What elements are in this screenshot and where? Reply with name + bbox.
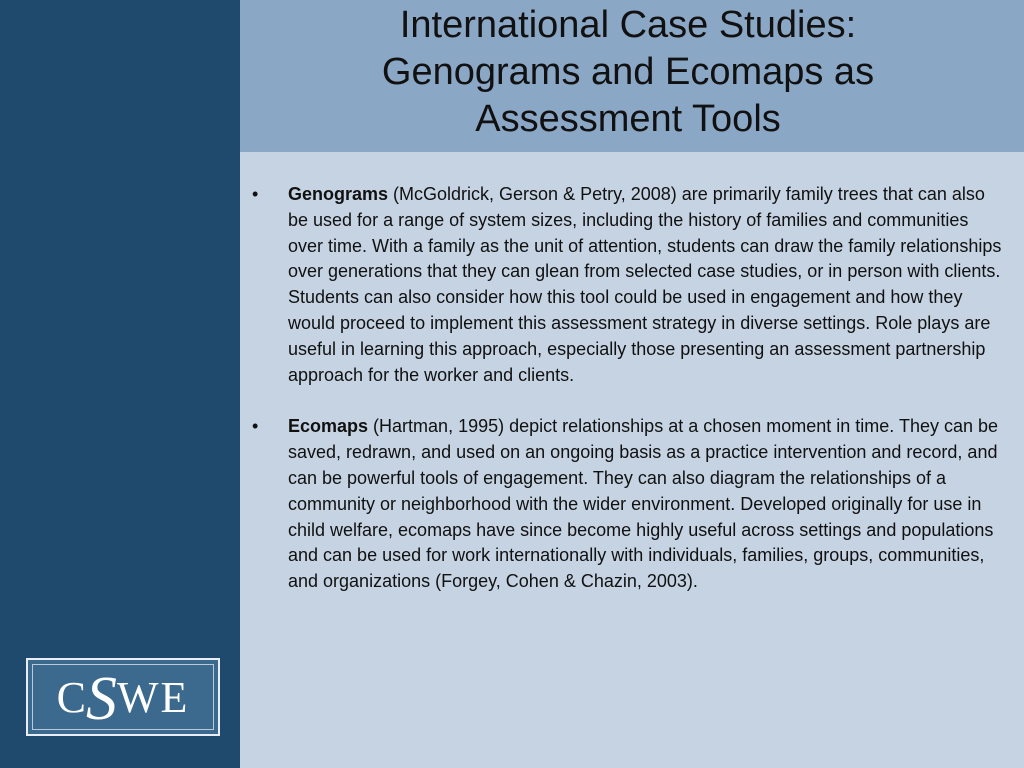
- bullet-genograms: [248, 182, 1008, 388]
- bullet-ecomaps: [248, 414, 1008, 595]
- slide-title: [240, 2, 1016, 143]
- logo-letters-we: WE: [116, 672, 190, 722]
- bullet-text-genograms: (McGoldrick, Gerson & Petry, 2008) are primarily family trees that can also be used for a range of system sizes, including the history of families and communities over time. With a family as the unit of attention, students can draw the family relationships over generations that they can glean from selected case studies, or in person with clients. Students can also consider how this tool could be used in engagement and how they would proceed to implement this assessment strategy in diverse settings. Role plays are useful in learning this approach, especially those presenting an assessment partnership approach for the worker and clients.: [288, 184, 1002, 385]
- logo-letter-c: C: [56, 672, 88, 722]
- logo-letter-s: S: [85, 664, 119, 733]
- bullet-marker: •: [252, 416, 259, 437]
- cswe-logo-inner: [32, 664, 214, 733]
- bullet-text-ecomaps: (Hartman, 1995) depict relationships at a chosen moment in time. They can be saved, redrawn, and used on an ongoing basis as a practice intervention and record, and can be powerful tools of engagement. They can also diagram the relationships of a community or neighborhood with the wider environment. Developed originally for use in child welfare, ecomaps have since become highly useful across settings and populations and can be used for work internationally with individuals, families, groups, communities, and organizations (Forgey, Cohen & Chazin, 2003).: [288, 416, 999, 592]
- bullet-term-ecomaps: Ecomaps: [288, 416, 369, 437]
- bullet-term-genograms: Genograms: [288, 184, 389, 204]
- cswe-logo: [26, 658, 220, 736]
- bullet-marker: •: [252, 184, 259, 204]
- title-line-2: Genograms and Ecomaps as: [381, 51, 875, 93]
- title-line-1: International Case Studies:: [399, 4, 857, 46]
- bullet-list: [248, 182, 1008, 621]
- title-line-3: Assessment Tools: [475, 98, 781, 140]
- left-sidebar-band: [0, 0, 240, 768]
